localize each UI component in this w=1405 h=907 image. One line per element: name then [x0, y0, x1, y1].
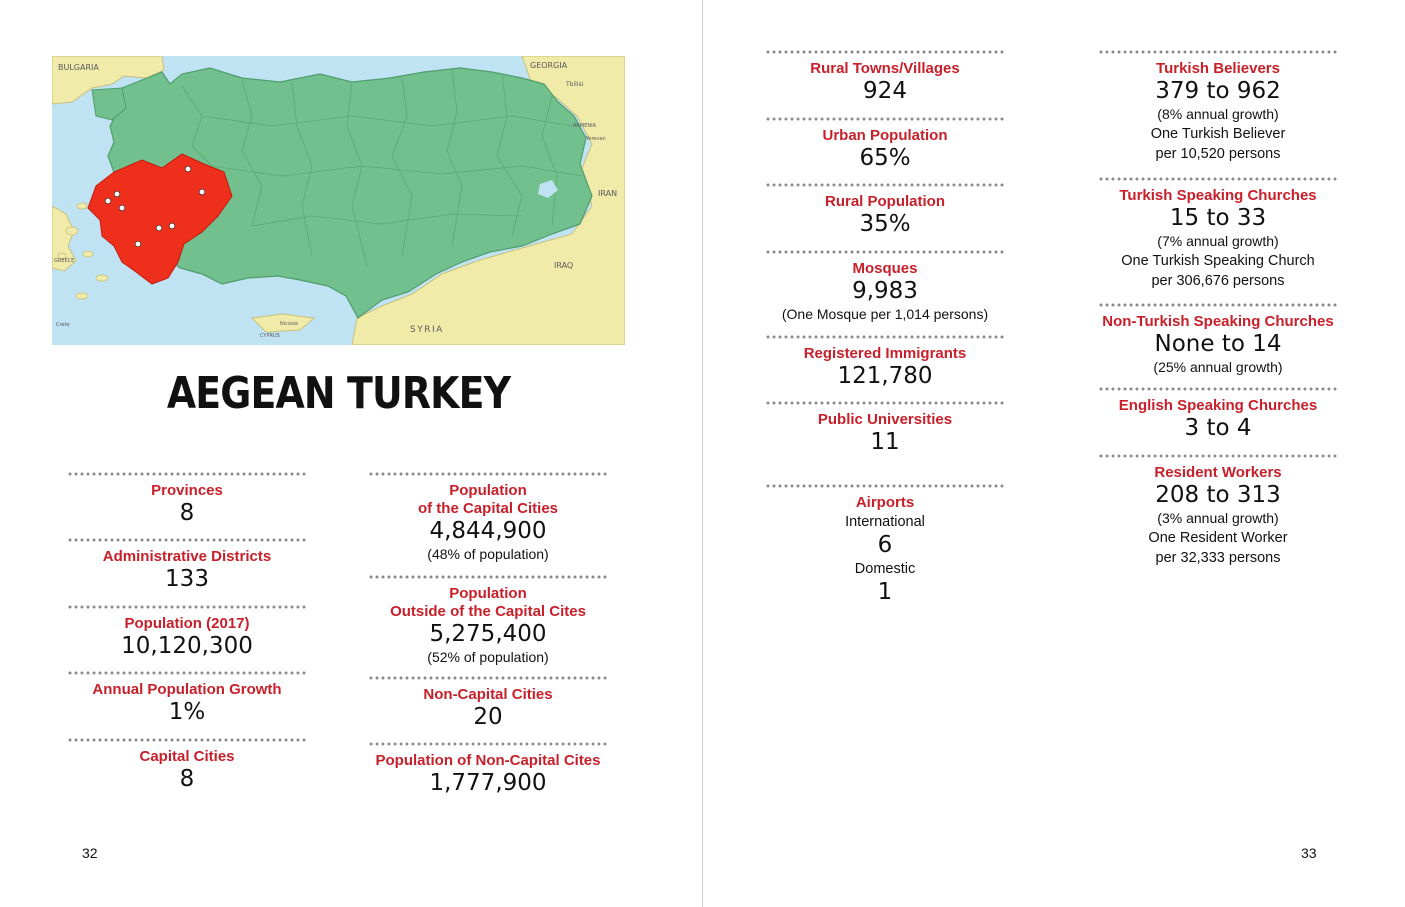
stat-label: Population (2017) — [124, 615, 250, 632]
stat-value: 121,780 — [837, 363, 933, 389]
stat-label-line1: Population — [449, 585, 527, 602]
dotted-divider — [1098, 302, 1338, 308]
region-map — [52, 56, 625, 345]
stat-label: Provinces — [151, 482, 223, 499]
stat-population-capital-cities — [366, 471, 610, 564]
stat-note: (One Mosque per 1,014 persons) — [781, 306, 989, 322]
stat-value: 9,983 — [852, 278, 918, 304]
dotted-divider — [368, 675, 608, 681]
stat-english-speaking-churches — [1096, 386, 1340, 442]
stat-value: 65% — [859, 145, 911, 171]
stat-sub-line2: per 10,520 persons — [1155, 146, 1281, 162]
stat-value: 11 — [870, 429, 900, 455]
stat-registered-immigrants — [763, 334, 1007, 390]
stat-note: (52% of population) — [427, 649, 549, 665]
map-label-yerevan: Yerevan — [586, 136, 606, 142]
stat-sub-international: International — [845, 514, 925, 530]
stat-rural-population — [763, 182, 1007, 238]
dotted-divider — [67, 737, 307, 743]
stat-non-capital-cities — [366, 675, 610, 731]
stat-label: Non-Turkish Speaking Churches — [1102, 313, 1334, 330]
stat-urban-population — [763, 116, 1007, 172]
stat-value: 5,275,400 — [429, 621, 547, 647]
stat-turkish-speaking-churches — [1096, 176, 1340, 291]
stat-value: 4,844,900 — [429, 518, 547, 544]
stat-label-line1: Population — [449, 482, 527, 499]
stat-sub-line1: One Turkish Speaking Church — [1121, 253, 1315, 269]
dotted-divider — [67, 670, 307, 676]
dotted-divider — [765, 334, 1005, 340]
map-label-bulgaria: BULGARIA — [58, 63, 99, 72]
dotted-divider — [67, 471, 307, 477]
stat-sub-line2: per 32,333 persons — [1155, 550, 1281, 566]
page-number-left: 32 — [82, 845, 98, 861]
stat-non-turkish-speaking-churches — [1096, 302, 1340, 377]
stat-value: 379 to 962 — [1155, 78, 1281, 104]
stat-value: 10,120,300 — [121, 633, 253, 659]
stat-label: Administrative Districts — [102, 548, 272, 565]
stat-sub-line1: One Turkish Believer — [1150, 126, 1286, 142]
map-label-cyprus: CYPRUS — [260, 333, 280, 339]
stat-value-domestic: 1 — [877, 579, 893, 605]
stat-turkish-believers — [1096, 49, 1340, 164]
stat-label: Population of Non-Capital Cites — [375, 752, 601, 769]
dotted-divider — [765, 483, 1005, 489]
stat-label: Turkish Speaking Churches — [1119, 187, 1317, 204]
stat-label: Capital Cities — [139, 748, 235, 765]
stat-rural-towns-villages — [763, 49, 1007, 105]
stat-value: 924 — [863, 78, 907, 104]
stat-label: Registered Immigrants — [803, 345, 967, 362]
stat-value: 8 — [179, 500, 195, 526]
stat-sub-domestic: Domestic — [854, 561, 916, 577]
turkey-map-graphic — [52, 56, 625, 345]
stat-label: Rural Towns/Villages — [810, 60, 960, 77]
dotted-divider — [765, 249, 1005, 255]
stat-label: Public Universities — [817, 411, 953, 428]
stat-note: (48% of population) — [427, 546, 549, 562]
stat-resident-workers — [1096, 453, 1340, 568]
dotted-divider — [1098, 386, 1338, 392]
map-label-tbilisi: Tbilisi — [566, 81, 584, 88]
map-label-crete: Crete — [56, 322, 70, 328]
stat-public-universities — [763, 400, 1007, 456]
stat-label: Urban Population — [822, 127, 948, 144]
map-label-syria: SYRIA — [410, 325, 444, 335]
page-number-right: 33 — [1301, 845, 1317, 861]
map-label-iraq: IRAQ — [554, 261, 574, 270]
stat-label: Annual Population Growth — [92, 681, 282, 698]
stat-label: Mosques — [852, 260, 918, 277]
stat-annual-population-growth — [65, 670, 309, 726]
dotted-divider — [67, 604, 307, 610]
stat-note: (8% annual growth) — [1157, 106, 1279, 122]
stat-label: Rural Population — [825, 193, 945, 210]
stat-population-outside-capital-cities — [366, 574, 610, 667]
stat-airports — [763, 483, 1007, 606]
stat-label: English Speaking Churches — [1118, 397, 1318, 414]
dotted-divider — [368, 471, 608, 477]
dotted-divider — [67, 537, 307, 543]
stat-sub-line2: per 306,676 persons — [1151, 273, 1285, 289]
dotted-divider — [1098, 453, 1338, 459]
stat-value: 133 — [165, 566, 209, 592]
stat-value: None to 14 — [1154, 331, 1282, 357]
dotted-divider — [765, 49, 1005, 55]
stat-value: 1% — [168, 699, 206, 725]
stat-value: 208 to 313 — [1155, 482, 1281, 508]
stat-note: (3% annual growth) — [1157, 510, 1279, 526]
dotted-divider — [1098, 49, 1338, 55]
stat-note: (25% annual growth) — [1153, 359, 1283, 375]
stat-capital-cities — [65, 737, 309, 793]
map-label-nicosia: Nicosia — [280, 321, 298, 327]
stat-value: 3 to 4 — [1184, 415, 1252, 441]
map-label-armenia: ARMENIA — [573, 123, 597, 129]
dotted-divider — [765, 182, 1005, 188]
stat-label: Airports — [855, 494, 915, 511]
stat-sub-line1: One Resident Worker — [1148, 530, 1288, 546]
dotted-divider — [368, 574, 608, 580]
stat-administrative-districts — [65, 537, 309, 593]
stat-population-2017 — [65, 604, 309, 660]
stat-value: 8 — [179, 766, 195, 792]
stat-label: Resident Workers — [1154, 464, 1282, 481]
stat-value: 1,777,900 — [429, 770, 547, 796]
stat-value: 15 to 33 — [1169, 205, 1267, 231]
dotted-divider — [1098, 176, 1338, 182]
stat-label-line2: Outside of the Capital Cites — [390, 603, 586, 620]
stat-label: Non-Capital Cities — [423, 686, 553, 703]
left-page — [0, 0, 702, 907]
stat-mosques — [763, 249, 1007, 324]
stat-label: Turkish Believers — [1156, 60, 1280, 77]
stat-provinces — [65, 471, 309, 527]
dotted-divider — [368, 741, 608, 747]
map-label-iran: IRAN — [598, 189, 618, 198]
map-label-greece: GREECE — [54, 258, 75, 264]
dotted-divider — [765, 400, 1005, 406]
stat-label-line2: of the Capital Cities — [417, 500, 559, 517]
stat-value: 20 — [473, 704, 503, 730]
stat-note: (7% annual growth) — [1157, 233, 1279, 249]
right-page — [703, 0, 1405, 907]
page-title: AEGEAN TURKEY — [166, 368, 511, 419]
dotted-divider — [765, 116, 1005, 122]
map-label-georgia: GEORGIA — [530, 61, 568, 70]
stat-population-non-capital-cities — [366, 741, 610, 797]
stat-value-international: 6 — [877, 532, 893, 558]
stat-value: 35% — [859, 211, 911, 237]
